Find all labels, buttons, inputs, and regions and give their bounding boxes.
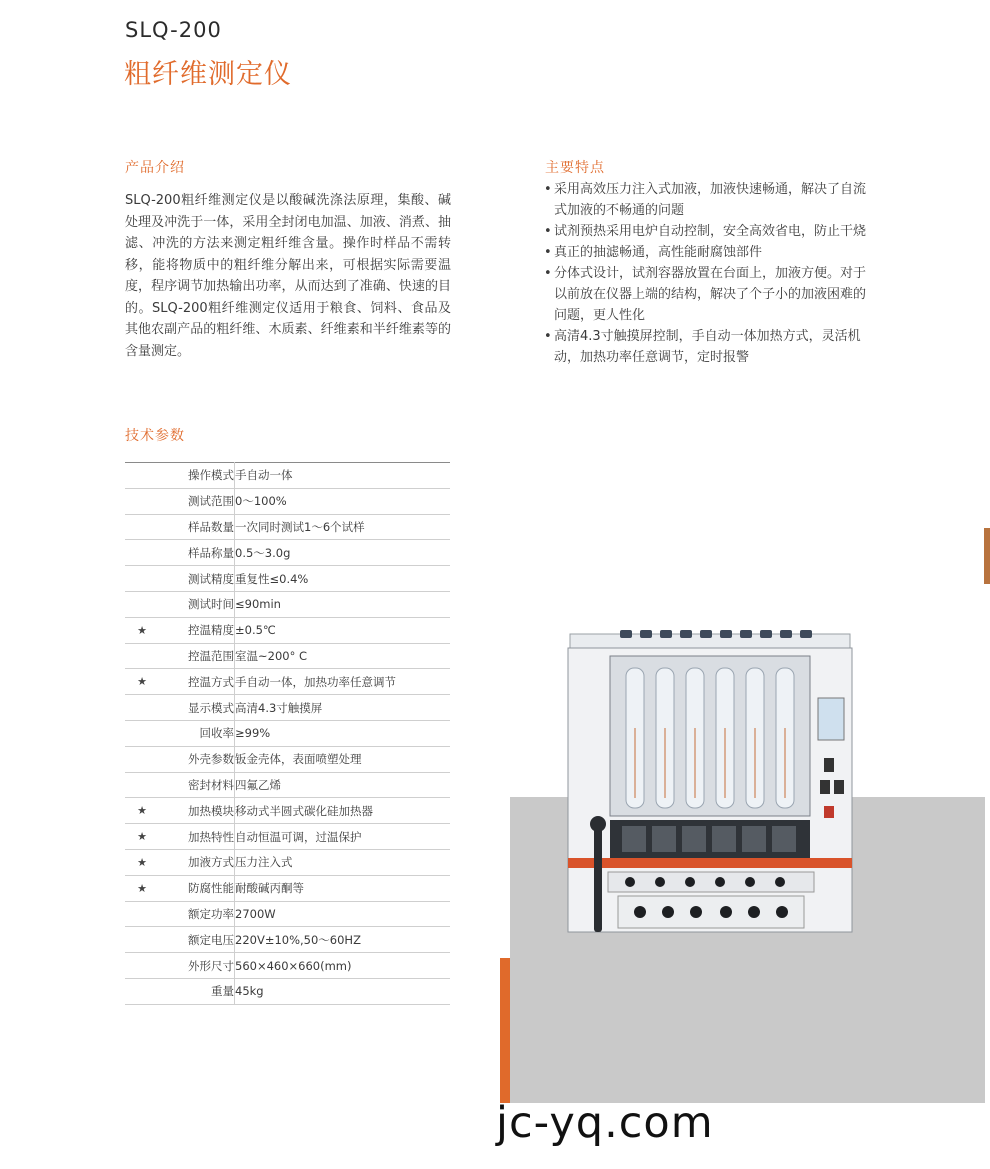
star-marker <box>125 643 159 669</box>
table-row <box>125 746 450 772</box>
star-marker <box>125 927 159 953</box>
star-marker <box>125 720 159 746</box>
website-url: jc-yq.com <box>496 1098 714 1148</box>
table-row <box>125 720 450 746</box>
spec-value: 重复性≤0.4% <box>235 566 451 592</box>
table-row <box>125 978 450 1004</box>
spec-value: 220V±10%,50～60HZ <box>235 927 451 953</box>
spec-value: 四氟乙烯 <box>235 772 451 798</box>
star-marker <box>125 953 159 979</box>
spec-value: 高清4.3寸触摸屏 <box>235 695 451 721</box>
spec-name: 操作模式 <box>159 463 235 489</box>
feature-item: • 分体式设计，试剂容器放置在台面上，加液方便。对于以前放在仪器上端的结构，解决了个子小的加液困难的问题，更人性化 <box>543 263 878 326</box>
spec-value: ≤90min <box>235 591 451 617</box>
specs-heading: 技术参数 <box>125 428 185 444</box>
spec-name: 额定功率 <box>159 901 235 927</box>
spec-name: 控温精度 <box>159 617 235 643</box>
star-marker <box>125 901 159 927</box>
spec-value: 0～100% <box>235 488 451 514</box>
spec-name: 密封材料 <box>159 772 235 798</box>
star-marker <box>125 746 159 772</box>
feature-item: • 采用高效压力注入式加液，加液快速畅通，解决了自流式加液的不畅通的问题 <box>543 179 878 221</box>
spec-name: 回收率 <box>159 720 235 746</box>
spec-name: 防腐性能 <box>159 875 235 901</box>
spec-value: ≥99% <box>235 720 451 746</box>
spec-value: 2700W <box>235 901 451 927</box>
star-marker: ★ <box>125 875 159 901</box>
star-marker <box>125 978 159 1004</box>
spec-value: 一次同时测试1～6个试样 <box>235 514 451 540</box>
table-row <box>125 901 450 927</box>
features-heading: 主要特点 <box>545 160 605 176</box>
intro-heading: 产品介绍 <box>125 160 185 176</box>
spec-value: ±0.5℃ <box>235 617 451 643</box>
spec-value: 自动恒温可调，过温保护 <box>235 824 451 850</box>
star-marker <box>125 566 159 592</box>
feature-item: • 真正的抽滤畅通，高性能耐腐蚀部件 <box>543 242 878 263</box>
spec-name: 样品数量 <box>159 514 235 540</box>
spec-name: 控温范围 <box>159 643 235 669</box>
star-marker <box>125 772 159 798</box>
spec-name: 控温方式 <box>159 669 235 695</box>
table-row <box>125 591 450 617</box>
spec-value: 室温~200° C <box>235 643 451 669</box>
table-row <box>125 772 450 798</box>
table-row <box>125 540 450 566</box>
table-row <box>125 798 450 824</box>
table-row <box>125 824 450 850</box>
table-row <box>125 643 450 669</box>
product-model: SLQ-200 <box>125 18 222 42</box>
spec-value: 45kg <box>235 978 451 1004</box>
spec-value: 手自动一体，加热功率任意调节 <box>235 669 451 695</box>
edge-image-strip <box>984 528 990 584</box>
spec-value: 压力注入式 <box>235 849 451 875</box>
spec-name: 重量 <box>159 978 235 1004</box>
table-row <box>125 514 450 540</box>
spec-value: 移动式半圆式碳化硅加热器 <box>235 798 451 824</box>
star-marker <box>125 540 159 566</box>
table-row <box>125 695 450 721</box>
spec-name: 加热特性 <box>159 824 235 850</box>
star-marker: ★ <box>125 824 159 850</box>
star-marker: ★ <box>125 617 159 643</box>
star-marker: ★ <box>125 849 159 875</box>
spec-name: 测试范围 <box>159 488 235 514</box>
spec-value: 钣金壳体，表面喷塑处理 <box>235 746 451 772</box>
star-marker <box>125 488 159 514</box>
spec-name: 额定电压 <box>159 927 235 953</box>
spec-name: 加热模块 <box>159 798 235 824</box>
spec-value: 手自动一体 <box>235 463 451 489</box>
spec-value: 560×460×660(mm) <box>235 953 451 979</box>
spec-name: 测试精度 <box>159 566 235 592</box>
table-row <box>125 463 450 489</box>
star-marker: ★ <box>125 798 159 824</box>
specs-table <box>125 462 450 1005</box>
spec-name: 测试时间 <box>159 591 235 617</box>
spec-name: 外形尺寸 <box>159 953 235 979</box>
table-row <box>125 953 450 979</box>
table-row <box>125 617 450 643</box>
spec-name: 加液方式 <box>159 849 235 875</box>
feature-item: • 高清4.3寸触摸屏控制，手自动一体加热方式，灵活机动，加热功率任意调节，定时报警 <box>543 326 878 368</box>
product-title: 粗纤维测定仪 <box>124 59 292 90</box>
table-row <box>125 927 450 953</box>
star-marker <box>125 695 159 721</box>
accent-bar <box>500 958 510 1103</box>
table-row <box>125 875 450 901</box>
instrument-image <box>560 628 860 938</box>
star-marker <box>125 591 159 617</box>
table-row <box>125 669 450 695</box>
star-marker <box>125 463 159 489</box>
spec-value: 耐酸碱丙酮等 <box>235 875 451 901</box>
table-row <box>125 566 450 592</box>
star-marker <box>125 514 159 540</box>
spec-value: 0.5～3.0g <box>235 540 451 566</box>
table-row <box>125 849 450 875</box>
spec-name: 显示模式 <box>159 695 235 721</box>
intro-text: SLQ-200粗纤维测定仪是以酸碱洗涤法原理，集酸、碱处理及冲洗于一体，采用全封闭电加温、加液、消煮、抽滤、冲洗的方法来测定粗纤维含量。操作时样品不需转移，能将物质中的粗纤维分解出来，可根据实际需要温度，程序调节加热输出功率，从而达到了准确、快速的目的。SLQ-200粗纤维测定仪适用于粮食、饲料、食品及其他农副产品的粗纤维、木质素、纤维素和半纤维素等的含量测定。 <box>125 193 451 359</box>
spec-name: 外壳参数 <box>159 746 235 772</box>
spec-name: 样品称量 <box>159 540 235 566</box>
star-marker: ★ <box>125 669 159 695</box>
table-row <box>125 488 450 514</box>
features-list <box>543 179 878 368</box>
feature-item: • 试剂预热采用电炉自动控制，安全高效省电，防止干烧 <box>543 221 878 242</box>
